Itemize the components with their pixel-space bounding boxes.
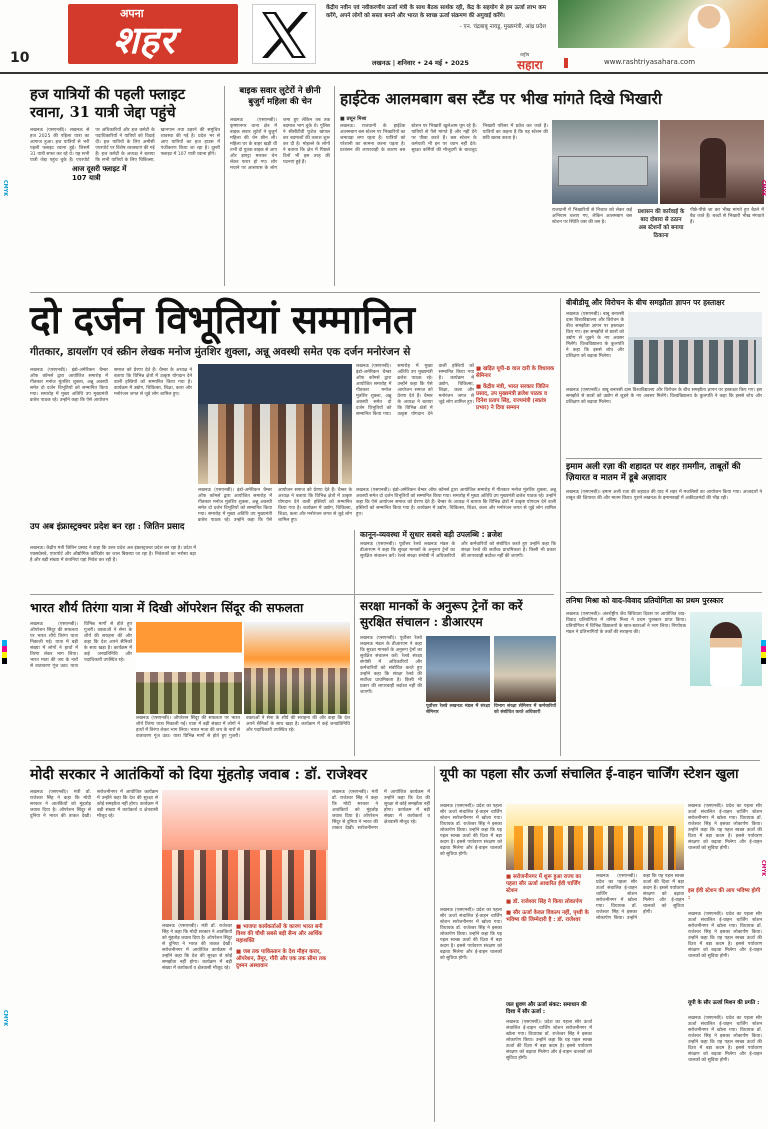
- safety-headline: सरक्षा मानकों के अनुरूप ट्रेनों का करें सुरक्षित संचालन : डीआरएम: [360, 599, 523, 629]
- masthead-quote: [326, 4, 546, 30]
- safety-photo-1: [426, 636, 490, 702]
- divider-horizontal-1: [30, 292, 760, 293]
- divider-vertical-1: [224, 86, 225, 286]
- divider-horizontal-2: [30, 594, 554, 595]
- modi-body: लखनऊ (एसएनबी)। मंत्री डॉ. राजेश्वर सिंह ने कहा कि मोदी सरकार ने आतंकियों को मुंहतोड़ जवाब दिया है। ऑपरेशन सिंदूर से दुनिया ने भारत की ताकत देखी। सरोजनीनगर में आयोजित कार्यक्रम में उन्होंने कहा कि देश की सुरक्षा से कोई समझौता नहीं होगा। कार्यक्रम में बड़ी संख्या में कार्यकर्ता व क्षेत्रवासी मौजूद रहे।: [30, 790, 158, 819]
- safety-caption-2: विभाग संरक्षा सेमिनार में कर्मचारियों को संबोधित करते अधिकारी: [494, 704, 556, 715]
- honored-article: [30, 298, 550, 359]
- modi-bullet-2: ■ जब तक पाकिस्तान के देश मौहन करार, ऑपरेशन, तैमूर, गौरी और एक तक सीमा तक दुश्मन अस्थावान: [236, 949, 327, 969]
- bbdu-photo-people: [634, 340, 756, 384]
- divider-horizontal-3: [566, 458, 762, 459]
- ev-headline: यूपी का पहला सौर ऊर्जा संचालित ई-वाहन चार्जिंग स्टेशन खुला: [440, 767, 739, 782]
- safety-body: लखनऊ (एसएनबी)। पूर्वोत्तर रेलवे लखनऊ मंडल के डीआरएम ने कहा कि सुरक्षा मानकों के अनुरूप ट्रेनों का सुरक्षित संचालन करें। रेलवे संरक्षा संगोष्ठी में अधिकारियों और कर्मचारियों को संबोधित करते हुए उन्होंने कहा कि संरक्षा रेलवे की सर्वोच्च प्राथमिकता है। किसी भी प्रकार की लापरवाही बर्दाश्त नहीं की जाएगी।: [360, 636, 422, 695]
- ev-body: लखनऊ (एसएनबी)। प्रदेश का पहला सौर ऊर्जा संचालित ई-वाहन चार्जिंग स्टेशन सरोजनीनगर में खोला गया। विधायक डॉ. राजेश्वर सिंह ने इसका लोकार्पण किया। उन्होंने कहा कि यह पहल स्वच्छ ऊर्जा की दिशा में बड़ा कदम है। इससे पर्यावरण संरक्षण को बढ़ावा मिलेगा और ई-वाहन चालकों को सुविधा होगी।: [440, 804, 502, 857]
- website: www.rashtriyasahara.com: [604, 58, 696, 66]
- begging-headline: हाईटेक आलमबाग बस स्टैंड पर भीख मांगते दिखे भिखारी: [340, 89, 662, 108]
- color-bar-right: [761, 640, 766, 664]
- x-logo-svg: [256, 9, 312, 61]
- sindoor-photo-1-crowd: [136, 672, 242, 714]
- debate-photo: [690, 612, 762, 686]
- quote-photo: [558, 0, 768, 48]
- begging-byline: ■ प्रसून मिश्रा: [340, 116, 367, 122]
- begging-body: लखनऊ। राजधानी के हाईटेक आलमबाग बस स्टेशन पर भिखारियों का जमावड़ा लगा रहता है। यात्रियों को परेशानी का सामना करना पड़ता है। प्रशासन की लापरवाही के कारण बस स्टेशन पर भिखारी खुलेआम घूम रहे हैं। यात्रियों से पैसे मांगते हैं और नहीं देने पर पीछा करते हैं। बस स्टेशन के कर्मचारी भी इन पर ध्यान नहीं देते। सुरक्षा कर्मियों की मौजूदगी के बावजूद भिखारी परिसर में प्रवेश कर जाते हैं। यात्रियों का कहना है कि यह स्टेशन की छवि खराब करता है।: [340, 124, 548, 153]
- honored-deck: गीतकार, डायलॉग एवं स्क्रीन लेखक मनोज मुंतशिर शुक्ला, अन्नू अवस्थी समेत एक दर्जन मनोरंजन से: [30, 346, 411, 358]
- dateline: लखनऊ | शनिवार • 24 मई • 2025: [372, 59, 469, 67]
- divider-vertical-5: [434, 766, 435, 1122]
- cmyk-mark-left-2: CMYK: [2, 1010, 8, 1027]
- robbery-headline: बाइक सवार लुटेरों ने छीनी बुजुर्ग महिला की चेन: [239, 86, 321, 107]
- ev-bullet-1: ■ सरोजनीनगर में शुरू हुआ राज्य का पहला सौर ऊर्जा आधारित ईवी चार्जिंग स्टेशन: [506, 874, 582, 894]
- ev-photo: [506, 804, 684, 870]
- robbery-article: [230, 86, 330, 108]
- ev-photo-people: [514, 826, 676, 870]
- ev-article: [440, 766, 762, 783]
- sindoor-photo-2: [244, 622, 350, 714]
- sindoor-headline: भारत शौर्य तिरंगा यात्रा में दिखी ऑपरेशन सिंदूर की सफलता: [30, 600, 304, 615]
- cmyk-mark-left-1: CMYK: [2, 180, 8, 197]
- ev-bullet-2: ■ डॉ. राजेश्वर सिंह ने किया लोकार्पण: [506, 899, 583, 905]
- ev-bullets: [506, 874, 592, 924]
- cmyk-mark-right-1: CMYK: [760, 180, 766, 197]
- begging-article: [340, 90, 760, 108]
- page-number: 10: [10, 50, 30, 66]
- divider-vertical-3: [354, 530, 355, 756]
- honored-bullets: [476, 366, 556, 412]
- haj-inset-text: आज दूसरी फ्लाइट में 107 यात्री: [72, 165, 127, 182]
- begging-caption-2: पीछे-पीछे जा कर भीख मांगते हुए बैठने में बैठ जाते हैं। बच्चों से भिखारी भीख मंगवाते हैं।: [690, 208, 764, 225]
- modi-headline: मोदी सरकार ने आतंकियों को दिया मुंहतोड़ जवाब : डॉ. राजेश्वर: [30, 766, 368, 783]
- safety-caption-1: पूर्वोत्तर रेलवे लखनऊ मंडल में संरक्षा सेमिनार: [426, 704, 490, 715]
- cmyk-mark-right-2: CMYK: [760, 860, 766, 877]
- ev-sub3: जल ध्रुवण और ऊर्जा संकट: समाधान की दिशा में सौर ऊर्जा :: [506, 1002, 587, 1015]
- honored-bullet-1: ■ खड़ित यूपी-8 वाल दारी के विधायक सेमिनार: [476, 366, 555, 379]
- sindoor-article: [30, 600, 350, 615]
- divider-horizontal-5: [30, 760, 760, 761]
- modi-bullet-1: ■ भाजपा कार्यकर्ताओं के कारण भारत बनी विश्व की चौथी सबसे बड़ी सैन्य और आर्थिक महाशक्ति: [236, 924, 323, 944]
- modi-body-2: लखनऊ (एसएनबी)। मंत्री डॉ. राजेश्वर सिंह ने कहा कि मोदी सरकार ने आतंकियों को मुंहतोड़ जवाब दिया है। ऑपरेशन सिंदूर से दुनिया ने भारत की ताकत देखी। सरोजनीनगर में आयोजित कार्यक्रम में उन्होंने कहा कि देश की सुरक्षा से कोई समझौता नहीं होगा। कार्यक्रम में बड़ी संख्या में कार्यकर्ता व क्षेत्रवासी मौजूद रहे।: [162, 924, 232, 971]
- honored-body-2: लखनऊ (एसएनबी)। इंडो-अमेरिकन चैम्बर ऑफ कॉमर्स द्वारा आयोजित समारोह में गीतकार मनोज मुंतशिर शुक्ला, अन्नू अवस्थी समेत दो दर्जन विभूतियों को सम्मानित किया गया। समारोह में मुख्य अतिथि उप मुख्यमंत्री ब्रजेश पाठक रहे। उन्होंने कहा कि ऐसे आयोजन समाज को प्रेरणा देते हैं। चैम्बर के अध्यक्ष ने बताया कि विभिन्न क्षेत्रों में उत्कृष्ट योगदान देने वाली हस्तियों को सम्मानित किया गया है। कार्यक्रम में उद्योग, चिकित्सा, शिक्षा, कला और मनोरंजन जगत से जुड़े लोग शामिल हुए।: [356, 364, 474, 417]
- section-logo-top: अपना: [120, 7, 144, 20]
- honored-photo-backdrop: [198, 364, 352, 404]
- brand-bar: [564, 58, 568, 68]
- honored-photo-people: [208, 404, 342, 484]
- robbery-body: लखनऊ (एसएनबी)। कृष्णानगर थाना क्षेत्र में बाइक सवार लुटेरों ने बुजुर्ग महिला की चेन छीन ली। महिला घर के बाहर खड़ी थीं तभी दो युवक बाइक से आए और झपट्टा मारकर चेन लेकर फरार हो गए। शोर मचाने पर आसपास के लोग जमा हुए लेकिन तब तक बदमाश भाग चुके थे। पुलिस ने सीसीटीवी फुटेज खंगाल कर बदमाशों की तलाश शुरू कर दी है। मोहल्ले के लोगों ने बताया कि क्षेत्र में पिछले दिनों भी इस तरह की घटनाएं हुई हैं।: [230, 118, 330, 171]
- ev-sub1: इस ईवी स्टेशन की आय भविष्य होगी :: [688, 888, 761, 901]
- ev-bullet-3: ■ सौर ऊर्जा केवल विकल्प नहीं, पृथ्वी के भविष्य की जिम्मेदारी है : डॉ. राजेश्वर: [506, 910, 589, 923]
- brand-small: राष्ट्रीय: [520, 53, 530, 58]
- begging-photo-1: [552, 120, 658, 204]
- investment-headline: उप अब इंफ्रास्ट्रक्चर प्रदेश बन रहा : जितिन प्रसाद: [30, 522, 185, 532]
- begging-pullquote-text: प्रशासन की कार्रवाई के बाद दोबारा से ठठान अब स्टेशनों को बनाया ठिकाना: [637, 209, 685, 239]
- modi-bullets: [236, 924, 328, 970]
- brand-name: सहारा: [517, 58, 543, 72]
- modi-article: [30, 766, 430, 784]
- sindoor-body: लखनऊ (एसएनबी)। ऑपरेशन सिंदूर की सफलता पर भारत शौर्य तिरंगा यात्रा निकाली गई। यात्रा में बड़ी संख्या में लोगों ने हाथों में तिरंगा लेकर भाग लिया। भारत माता की जय के नारों से वातावरण गूंज उठा। यात्रा विभिन्न मार्गों से होते हुए गुजरी। वक्ताओं ने सेना के शौर्य की सराहना की और कहा कि देश अपने सैनिकों के साथ खड़ा है। कार्यक्रम में कई जनप्रतिनिधि और पदाधिकारी उपस्थित रहे।: [30, 622, 132, 669]
- sindoor-photo-1: [136, 622, 242, 714]
- haj-body: लखनऊ (एसएनबी)। लखनऊ से हज 2025 की पहिला यात्रा का आगाज हुआ। हज यात्रियों से भरी पहली फ्लाइट रवाना हुई। जिसमें 31 यात्री सफर कर रहे थे। यह सभी यात्री जेद्दा पहुंच चुके हैं। एयरपोर्ट पर अधिकारियों और हज कमेटी के पदाधिकारियों ने यात्रियों को विदाई दी। हज यात्रियों के लिए अमौसी एयरपोर्ट पर विशेष व्यवस्थाएं की गई हैं। हज कमेटी के अध्यक्ष ने बताया कि सभी यात्रियों के लिए चिकित्सा, खानपान तथा ठहरने की समुचित व्यवस्था की गई है। प्रदेश भर से आए यात्रियों का हज हाउस में पंजीकरण किया जा रहा है। दूसरी फ्लाइट में 107 यात्री रवाना होंगे।: [30, 128, 220, 163]
- safety-photo-2: [494, 636, 556, 702]
- raza-article: [566, 462, 762, 484]
- modi-photo: [162, 790, 328, 920]
- quote-text: केंद्रीय नवीन एवं नवीकरणीय ऊर्जा मंत्री के साथ बैठक सार्थक रही, केंद्र के सहयोग से हम ऊर्जा लाभ कम करेंगे, अपने लोगों को सस्ता बनाने और भारत के स्वच्छ ऊर्जा संक्रमण की अगुवाई करेंगे।: [326, 5, 546, 19]
- begging-photo-2-figure: [700, 138, 726, 198]
- debate-headline: तनिषा मिश्रा को वाद-विवाद प्रतियोगिता का प्रथम पुरस्कार: [566, 596, 724, 605]
- haj-headline: हज यात्रियों की पहली फ्लाइट रवाना, 31 यात्री जेद्दा पहुंचे: [30, 86, 186, 121]
- ev-body-2: लखनऊ (एसएनबी)। प्रदेश का पहला सौर ऊर्जा संचालित ई-वाहन चार्जिंग स्टेशन सरोजनीनगर में खोला गया। विधायक डॉ. राजेश्वर सिंह ने इसका लोकार्पण किया। उन्होंने कहा कि यह पहल स्वच्छ ऊर्जा की दिशा में बड़ा कदम है। इससे पर्यावरण संरक्षण को बढ़ावा मिलेगा और ई-वाहन चालकों को सुविधा होगी।: [688, 804, 762, 851]
- sindoor-photo-2-crowd: [244, 668, 350, 714]
- ev-body-6: लखनऊ (एसएनबी)। प्रदेश का पहला सौर ऊर्जा संचालित ई-वाहन चार्जिंग स्टेशन सरोजनीनगर में खोला गया। विधायक डॉ. राजेश्वर सिंह ने इसका लोकार्पण किया। उन्होंने कहा कि यह पहल स्वच्छ ऊर्जा की दिशा में बड़ा कदम है। इससे पर्यावरण संरक्षण को बढ़ावा मिलेगा और ई-वाहन चालकों को सुविधा होगी।: [688, 912, 762, 959]
- ev-body-3: लखनऊ (एसएनबी)। प्रदेश का पहला सौर ऊर्जा संचालित ई-वाहन चार्जिंग स्टेशन सरोजनीनगर में खोला गया। विधायक डॉ. राजेश्वर सिंह ने इसका लोकार्पण किया। उन्होंने कहा कि यह पहल स्वच्छ ऊर्जा की दिशा में बड़ा कदम है। इससे पर्यावरण संरक्षण को बढ़ावा मिलेगा और ई-वाहन चालकों को सुविधा होगी।: [440, 908, 502, 961]
- debate-article: [566, 596, 762, 606]
- safety-top-body: लखनऊ (एसएनबी)। पूर्वोत्तर रेलवे लखनऊ मंडल के डीआरएम ने कहा कि सुरक्षा मानकों के अनुरूप ट्रेनों का सुरक्षित संचालन करें। रेलवे संरक्षा संगोष्ठी में अधिकारियों और कर्मचारियों को संबोधित करते हुए उन्होंने कहा कि संरक्षा रेलवे की सर्वोच्च प्राथमिकता है। किसी भी प्रकार की लापरवाही बर्दाश्त नहीं की जाएगी।: [360, 542, 556, 559]
- quote-author: - एन. चंद्रबाबू नायडू, मुख्यमंत्री, आंध्र प्रदेश: [459, 24, 546, 30]
- color-bar-left: [2, 640, 7, 664]
- divider-vertical-2: [334, 86, 335, 286]
- debate-body: लखनऊ (एसएनबी)। अंतर्राष्ट्रीय जैव विविधता दिवस पर आयोजित वाद-विवाद प्रतियोगिता में तनिषा मिश्रा ने प्रथम पुरस्कार प्राप्त किया। प्रतियोगिता में विभिन्न विद्यालयों के छात्र-छात्राओं ने भाग लिया। निर्णायक मंडल ने प्रतिभागियों के तर्कों की सराहना की।: [566, 612, 686, 635]
- ev-sub2: यूपी के सौर ऊर्जा मिशन की प्रगति :: [688, 1000, 760, 1006]
- honored-bullet-2: ■ केंद्रीय मंत्री, भारत सरकार जितिन प्रसाद, उप मुख्यमंत्री ब्रजेश पाठक व दिनेश प्रताप सिंह, राज्यमंत्री (स्वतंत्र प्रभार) ने दिया सम्मान: [476, 384, 549, 411]
- modi-photo-crowd: [162, 850, 328, 920]
- bbdu-body: लखनऊ (एसएनबी)। बाबू बनारसी दास विश्वविद्यालय और विरोचन के बीच समझौता ज्ञापन पर हस्ताक्षर किए गए। इस समझौते से छात्रों को उद्योग से जुड़ने के नए अवसर मिलेंगे। विश्वविद्यालय के कुलपति ने कहा कि इससे शोध और प्रशिक्षण को बढ़ावा मिलेगा।: [566, 312, 624, 359]
- begging-photo-2: [660, 120, 764, 204]
- honored-photo: [198, 364, 352, 484]
- ev-body-5: लखनऊ (एसएनबी)। प्रदेश का पहला सौर ऊर्जा संचालित ई-वाहन चार्जिंग स्टेशन सरोजनीनगर में खोला गया। विधायक डॉ. राजेश्वर सिंह ने इसका लोकार्पण किया। उन्होंने कहा कि यह पहल स्वच्छ ऊर्जा की दिशा में बड़ा कदम है। इससे पर्यावरण संरक्षण को बढ़ावा मिलेगा और ई-वाहन चालकों को सुविधा होगी।: [596, 874, 684, 921]
- investment-body: लखनऊ। केंद्रीय मंत्री जितिन प्रसाद ने कहा कि उत्तर प्रदेश अब इंफ्रास्ट्रक्चर प्रदेश बन रहा है। प्रदेश में एक्सप्रेसवे, एयरपोर्ट और औद्योगिक कॉरिडोर का जाल बिछाया जा रहा है। निवेशकों का भरोसा बढ़ा है और बड़ी संख्या में कंपनियां यहां निवेश कर रही हैं।: [30, 546, 196, 563]
- begging-photo-1-bus: [558, 156, 648, 186]
- raza-headline: इमाम अली रज़ा की शहादत पर शहर ग़मगीन, ताबूतों की ज़ियारत व मातम में डूबे अज़ादार: [566, 462, 741, 483]
- raza-body: लखनऊ (एसएनबी)। इमाम अली रज़ा की शहादत की याद में शहर में मजलिसों का आयोजन किया गया। अजादारों ने ताबूत की ज़ियारत की और मातम किया। पुराने लखनऊ के इमामबाड़ों में अकीदतमंदों की भीड़ रही।: [566, 490, 762, 501]
- debate-photo-girl: [710, 622, 742, 686]
- modi-body-3: लखनऊ (एसएनबी)। मंत्री डॉ. राजेश्वर सिंह ने कहा कि मोदी सरकार ने आतंकियों को मुंहतोड़ जवाब दिया है। ऑपरेशन सिंदूर से दुनिया ने भारत की ताकत देखी। सरोजनीनगर में आयोजित कार्यक्रम में उन्होंने कहा कि देश की सुरक्षा से कोई समझौता नहीं होगा। कार्यक्रम में बड़ी संख्या में कार्यकर्ता व क्षेत्रवासी मौजूद रहे।: [332, 790, 430, 831]
- x-logo-icon: [252, 4, 316, 64]
- haj-article: [30, 86, 220, 122]
- ev-body-7: लखनऊ (एसएनबी)। प्रदेश का पहला सौर ऊर्जा संचालित ई-वाहन चार्जिंग स्टेशन सरोजनीनगर में खोला गया। विधायक डॉ. राजेश्वर सिंह ने इसका लोकार्पण किया। उन्होंने कहा कि यह पहल स्वच्छ ऊर्जा की दिशा में बड़ा कदम है। इससे पर्यावरण संरक्षण को बढ़ावा मिलेगा और ई-वाहन चालकों को सुविधा होगी।: [688, 1016, 762, 1063]
- honored-body-3: लखनऊ (एसएनबी)। इंडो-अमेरिकन चैम्बर ऑफ कॉमर्स द्वारा आयोजित समारोह में गीतकार मनोज मुंतशिर शुक्ला, अन्नू अवस्थी समेत दो दर्जन विभूतियों को सम्मानित किया गया। समारोह में मुख्य अतिथि उप मुख्यमंत्री ब्रजेश पाठक रहे। उन्होंने कहा कि ऐसे आयोजन समाज को प्रेरणा देते हैं। चैम्बर के अध्यक्ष ने बताया कि विभिन्न क्षेत्रों में उत्कृष्ट योगदान देने वाली हस्तियों को सम्मानित किया गया है। कार्यक्रम में उद्योग, चिकित्सा, शिक्षा, कला और मनोरंजन जगत से जुड़े लोग शामिल हुए।: [198, 488, 352, 523]
- bbdu-photo: [628, 312, 762, 384]
- safety-top-headline: कानून-व्यवस्था में सुधार सबसे बड़ी उपलब्धि : ब्रजेश: [360, 530, 503, 539]
- sindoor-body-2: लखनऊ (एसएनबी)। ऑपरेशन सिंदूर की सफलता पर भारत शौर्य तिरंगा यात्रा निकाली गई। यात्रा में बड़ी संख्या में लोगों ने हाथों में तिरंगा लेकर भाग लिया। भारत माता की जय के नारों से वातावरण गूंज उठा। यात्रा विभिन्न मार्गों से होते हुए गुजरी। वक्ताओं ने सेना के शौर्य की सराहना की और कहा कि देश अपने सैनिकों के साथ खड़ा है। कार्यक्रम में कई जनप्रतिनिधि और पदाधिकारी उपस्थित रहे।: [136, 716, 350, 739]
- begging-caption-1: राजधानी में भिखारियों से निजात को लेकर कई अभियान चलाए गए, लेकिन आलमबाग बस स्टेशन पर स्थिति जस की तस है।: [552, 208, 632, 225]
- bbdu-body-2: लखनऊ (एसएनबी)। बाबू बनारसी दास विश्वविद्यालय और विरोचन के बीच समझौता ज्ञापन पर हस्ताक्षर किए गए। इस समझौते से छात्रों को उद्योग से जुड़ने के नए अवसर मिलेंगे। विश्वविद्यालय के कुलपति ने कहा कि इससे शोध और प्रशिक्षण को बढ़ावा मिलेगा।: [566, 388, 762, 405]
- ev-body-4: लखनऊ (एसएनबी)। प्रदेश का पहला सौर ऊर्जा संचालित ई-वाहन चार्जिंग स्टेशन सरोजनीनगर में खोला गया। विधायक डॉ. राजेश्वर सिंह ने इसका लोकार्पण किया। उन्होंने कहा कि यह पहल स्वच्छ ऊर्जा की दिशा में बड़ा कदम है। इससे पर्यावरण संरक्षण को बढ़ावा मिलेगा और ई-वाहन चालकों को सुविधा होगी।: [506, 1020, 592, 1061]
- masthead-rule: [0, 72, 768, 74]
- divider-horizontal-4: [566, 592, 762, 593]
- bbdu-headline: बीबीडीयू और विरोचन के बीच समझौता ज्ञापन पर हस्ताक्षर: [566, 298, 725, 307]
- divider-vertical-4: [560, 298, 561, 756]
- section-logo: [68, 4, 238, 64]
- quote-photo-person: [688, 4, 730, 48]
- bbdu-article: [566, 298, 762, 308]
- begging-pullquote: [636, 208, 686, 240]
- investment-article: [30, 522, 200, 533]
- section-logo-main: शहर: [113, 17, 175, 62]
- honored-body-4: लखनऊ (एसएनबी)। इंडो-अमेरिकन चैम्बर ऑफ कॉमर्स द्वारा आयोजित समारोह में गीतकार मनोज मुंतशिर शुक्ला, अन्नू अवस्थी समेत दो दर्जन विभूतियों को सम्मानित किया गया। समारोह में मुख्य अतिथि उप मुख्यमंत्री ब्रजेश पाठक रहे। उन्होंने कहा कि ऐसे आयोजन समाज को प्रेरणा देते हैं। चैम्बर के अध्यक्ष ने बताया कि विभिन्न क्षेत्रों में उत्कृष्ट योगदान देने वाली हस्तियों को सम्मानित किया गया है। कार्यक्रम में उद्योग, चिकित्सा, शिक्षा, कला और मनोरंजन जगत से जुड़े लोग शामिल हुए।: [356, 488, 556, 517]
- honored-body: लखनऊ (एसएनबी)। इंडो-अमेरिकन चैम्बर ऑफ कॉमर्स द्वारा आयोजित समारोह में गीतकार मनोज मुंतशिर शुक्ला, अन्नू अवस्थी समेत दो दर्जन विभूतियों को सम्मानित किया गया। समारोह में मुख्य अतिथि उप मुख्यमंत्री ब्रजेश पाठक रहे। उन्होंने कहा कि ऐसे आयोजन समाज को प्रेरणा देते हैं। चैम्बर के अध्यक्ष ने बताया कि विभिन्न क्षेत्रों में उत्कृष्ट योगदान देने वाली हस्तियों को सम्मानित किया गया है। कार्यक्रम में उद्योग, चिकित्सा, शिक्षा, कला और मनोरंजन जगत से जुड़े लोग शामिल हुए।: [30, 368, 192, 403]
- honored-headline: दो दर्जन विभूतियां सम्मानित: [30, 297, 415, 343]
- safety-article: [360, 598, 556, 630]
